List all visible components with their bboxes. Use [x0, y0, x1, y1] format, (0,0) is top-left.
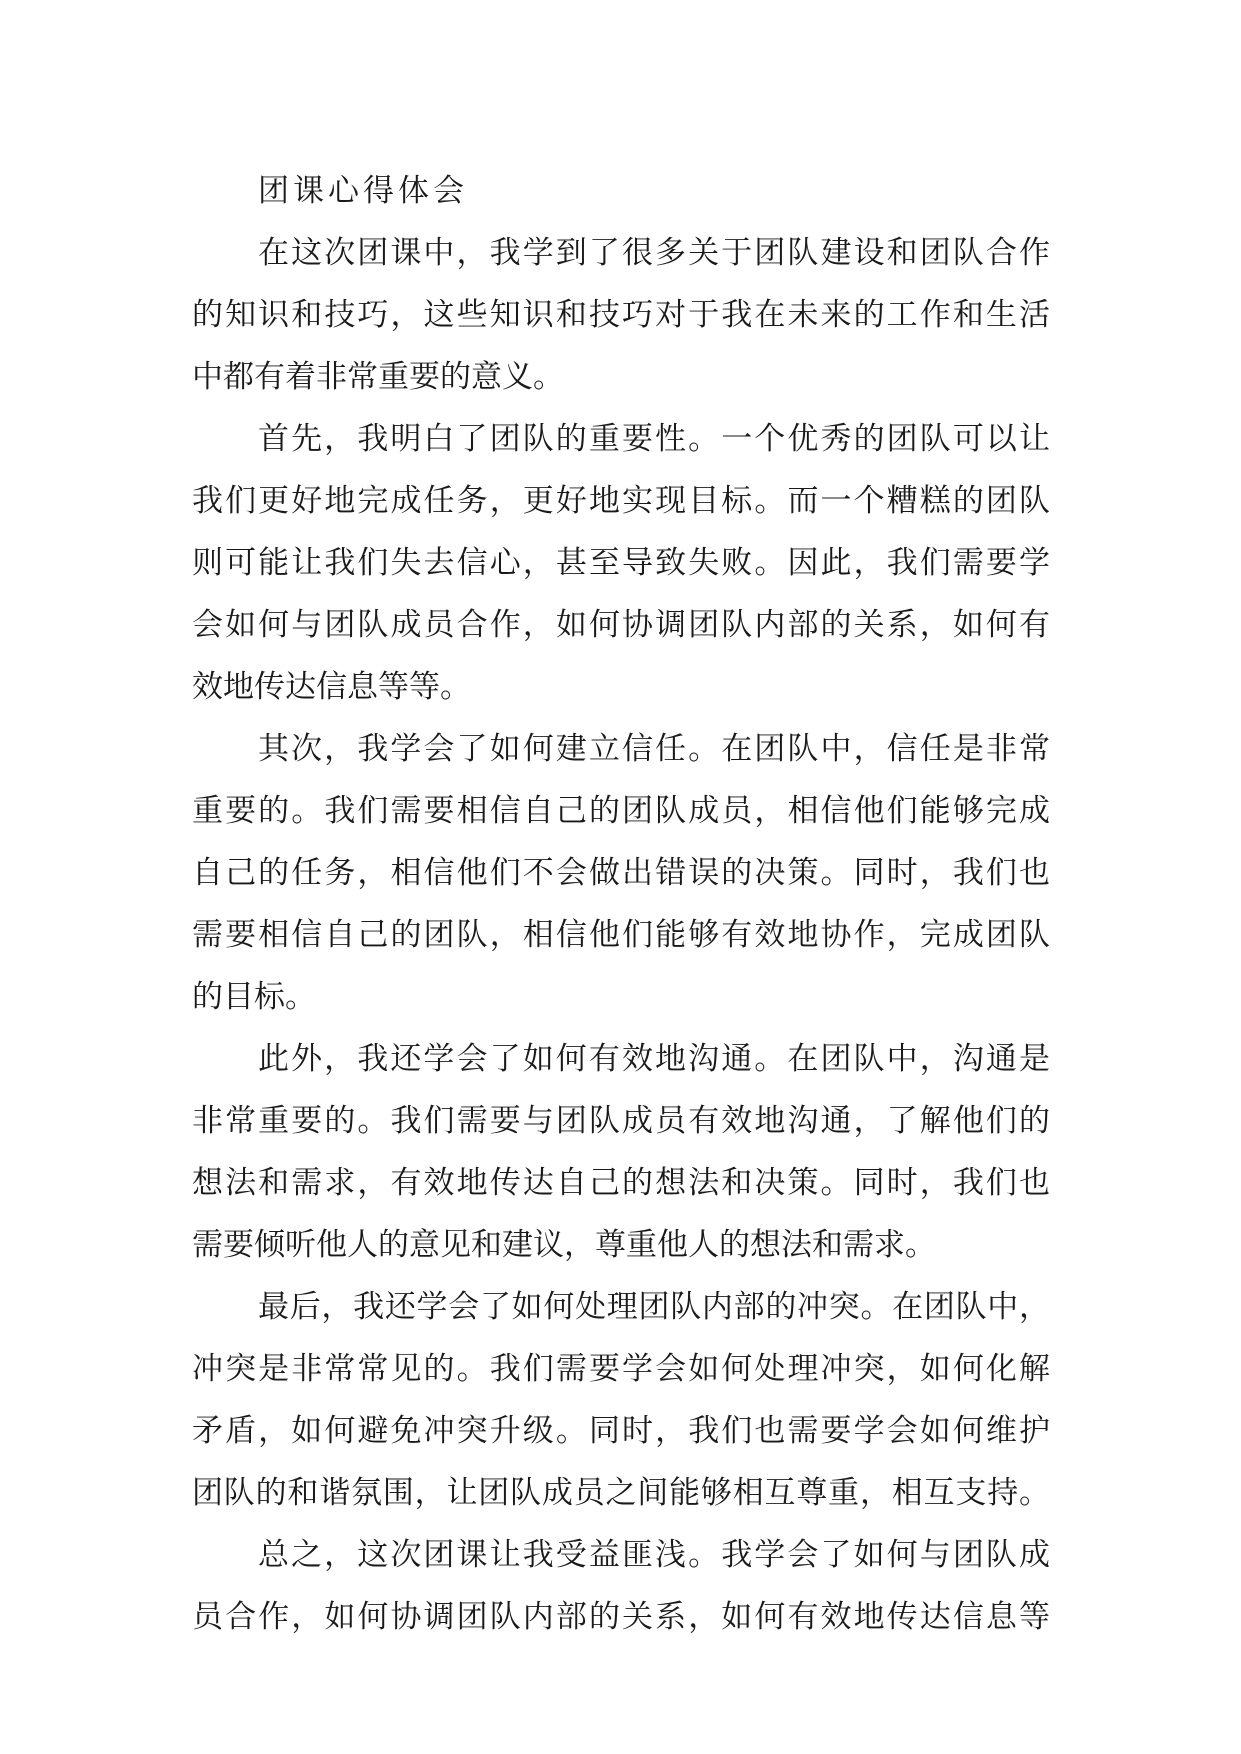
paragraph-line: 想法和需求，有效地传达自己的想法和决策。同时，我们也 — [192, 1165, 1050, 1201]
paragraph-line: 在这次团课中，我学到了很多关于团队建设和团队合作 — [258, 235, 1050, 271]
paragraph-line: 的目标。 — [192, 979, 316, 1015]
paragraph-line: 此外，我还学会了如何有效地沟通。在团队中，沟通是 — [258, 1041, 1050, 1077]
paragraph-3 — [192, 718, 1050, 1028]
paragraph-line: 的知识和技巧，这些知识和技巧对于我在未来的工作和生活 — [192, 297, 1050, 333]
paragraph-6 — [192, 1524, 1050, 1648]
paragraph-line: 重要的。我们需要相信自己的团队成员，相信他们能够完成 — [192, 793, 1050, 829]
paragraph-line: 总之，这次团课让我受益匪浅。我学会了如何与团队成 — [258, 1537, 1050, 1573]
paragraph-line: 会如何与团队成员合作，如何协调团队内部的关系，如何有 — [192, 607, 1050, 643]
paragraph-2 — [192, 408, 1050, 718]
paragraph-line: 自己的任务，相信他们不会做出错误的决策。同时，我们也 — [192, 855, 1050, 891]
paragraph-line: 则可能让我们失去信心，甚至导致失败。因此，我们需要学 — [192, 545, 1050, 581]
paragraph-5 — [192, 1276, 1050, 1524]
paragraph-1 — [192, 222, 1050, 408]
paragraph-line: 需要倾听他人的意见和建议，尊重他人的想法和需求。 — [192, 1227, 936, 1263]
paragraph-line: 效地传达信息等等。 — [192, 669, 471, 705]
paragraph-line: 中都有着非常重要的意义。 — [192, 359, 564, 395]
document-body — [192, 160, 1050, 1648]
document-title: 团课心得体会 — [258, 173, 468, 209]
paragraph-line: 我们更好地完成任务，更好地实现目标。而一个糟糕的团队 — [192, 483, 1050, 519]
paragraph-line: 最后，我还学会了如何处理团队内部的冲突。在团队中， — [258, 1289, 1050, 1325]
paragraph-line: 冲突是非常常见的。我们需要学会如何处理冲突，如何化解 — [192, 1351, 1050, 1387]
paragraph-line: 非常重要的。我们需要与团队成员有效地沟通，了解他们的 — [192, 1103, 1050, 1139]
paragraph-line: 团队的和谐氛围，让团队成员之间能够相互尊重，相互支持。 — [192, 1475, 1050, 1511]
paragraph-line: 员合作，如何协调团队内部的关系，如何有效地传达信息等 — [192, 1599, 1050, 1635]
paragraph-line: 矛盾，如何避免冲突升级。同时，我们也需要学会如何维护 — [192, 1413, 1050, 1449]
paragraph-4 — [192, 1028, 1050, 1276]
paragraph-line: 首先，我明白了团队的重要性。一个优秀的团队可以让 — [258, 421, 1050, 457]
paragraph-line: 其次，我学会了如何建立信任。在团队中，信任是非常 — [258, 731, 1050, 767]
paragraph-line: 需要相信自己的团队，相信他们能够有效地协作，完成团队 — [192, 917, 1050, 953]
